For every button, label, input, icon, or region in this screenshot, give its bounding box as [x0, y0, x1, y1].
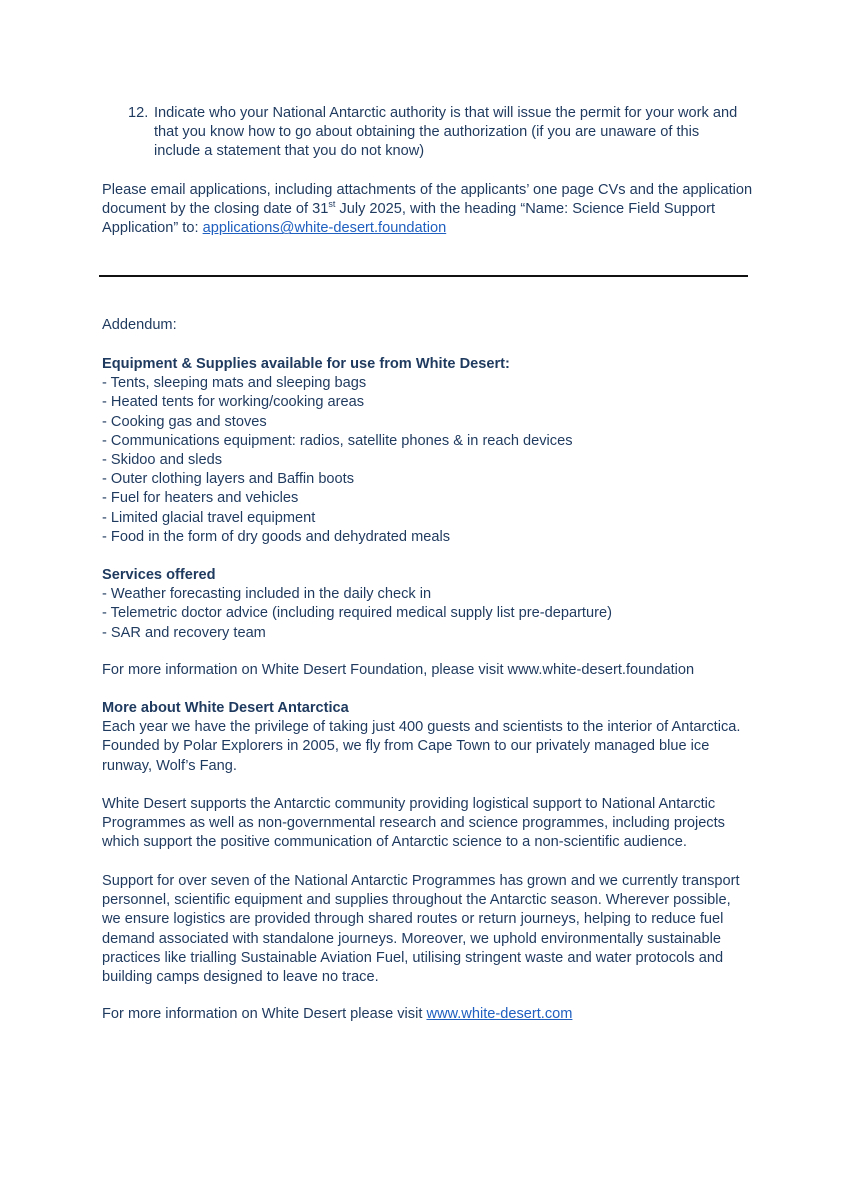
equipment-item: - Skidoo and sleds [102, 452, 223, 469]
paragraph-line: demand associated with standalone journeys. Moreover, we uphold environmentally sustainable [102, 930, 721, 947]
service-item: - SAR and recovery team [102, 624, 266, 641]
equipment-section [102, 355, 762, 547]
text-fragment: July 2025, with the heading “Name: Science Field Support [335, 201, 716, 218]
closing-line [102, 1005, 762, 1024]
paragraph-line: Each year we have the privilege of taking just 400 guests and scientists to the interior of Antarctica. [102, 719, 741, 736]
programmes-paragraph [102, 872, 762, 987]
equipment-heading: Equipment & Supplies available for use from White Desert: [102, 356, 510, 372]
equipment-item: - Heated tents for working/cooking areas [102, 394, 365, 411]
paragraph-line: personnel, scientific equipment and supplies throughout the Antarctic season. Wherever possible, [102, 892, 731, 909]
equipment-item: - Fuel for heaters and vehicles [102, 490, 299, 507]
paragraph-line: which support the positive communication of Antarctic science to a non-scientific audience. [102, 834, 687, 851]
list-item-line: that you know how to go about obtaining the authorization (if you are unaware of this [154, 124, 700, 141]
paragraph-line: we ensure logistics are provided through shared routes or return journeys, helping to reduce fuel [102, 911, 724, 928]
applications-email-link[interactable]: applications@white-desert.foundation [202, 220, 447, 237]
email-instructions-paragraph [102, 181, 762, 239]
paragraph-line: runway, Wolf’s Fang. [102, 757, 237, 774]
list-item-line: include a statement that you do not know) [154, 143, 425, 160]
horizontal-divider [99, 275, 748, 277]
equipment-item: - Limited glacial travel equipment [102, 509, 316, 526]
white-desert-website-link[interactable]: www.white-desert.com [426, 1006, 573, 1022]
text-fragment: For more information on White Desert please visit [102, 1006, 427, 1022]
paragraph-line [102, 200, 762, 219]
equipment-item: - Tents, sleeping mats and sleeping bags [102, 375, 367, 392]
equipment-item: - Cooking gas and stoves [102, 413, 267, 430]
paragraph-line [102, 219, 762, 238]
paragraph-line: Please email applications, including attachments of the applicants’ one page CVs and the application [102, 182, 753, 198]
service-item: - Telemetric doctor advice (including required medical supply list pre-departure) [102, 605, 612, 622]
text-fragment: document by the closing date of 31 [102, 201, 329, 218]
list-item-number: 12. [128, 105, 149, 121]
more-about-heading: More about White Desert Antarctica [102, 700, 349, 716]
foundation-info-line: For more information on White Desert Foundation, please visit www.white-desert.foundation [102, 662, 695, 678]
services-heading: Services offered [102, 567, 216, 583]
equipment-item: - Outer clothing layers and Baffin boots [102, 471, 355, 488]
paragraph-line: Programmes as well as non-governmental research and science programmes, including projects [102, 815, 725, 832]
paragraph-line: building camps designed to leave no trace. [102, 969, 379, 986]
paragraph-line: Founded by Polar Explorers in 2005, we fly from Cape Town to our privately managed blue ice [102, 738, 710, 755]
more-about-section [102, 699, 762, 776]
paragraph-line: White Desert supports the Antarctic community providing logistical support to National Antarctic [102, 796, 716, 812]
list-item-text [154, 104, 754, 162]
paragraph-line: practices like trialling Sustainable Aviation Fuel, utilising stringent waste and water protocols and [102, 949, 724, 966]
services-section [102, 566, 762, 643]
service-item: - Weather forecasting included in the daily check in [102, 586, 432, 603]
equipment-item: - Food in the form of dry goods and dehydrated meals [102, 528, 451, 545]
text-fragment: Application” to: [102, 220, 203, 237]
paragraph-line: Support for over seven of the National Antarctic Programmes has grown and we currently transport [102, 873, 740, 889]
support-paragraph [102, 795, 762, 853]
ordinal-suffix: st [328, 199, 336, 210]
addendum-label: Addendum: [102, 317, 177, 333]
list-item-line: Indicate who your National Antarctic authority is that will issue the permit for your work and [154, 105, 738, 121]
equipment-item: - Communications equipment: radios, satellite phones & in reach devices [102, 432, 573, 449]
